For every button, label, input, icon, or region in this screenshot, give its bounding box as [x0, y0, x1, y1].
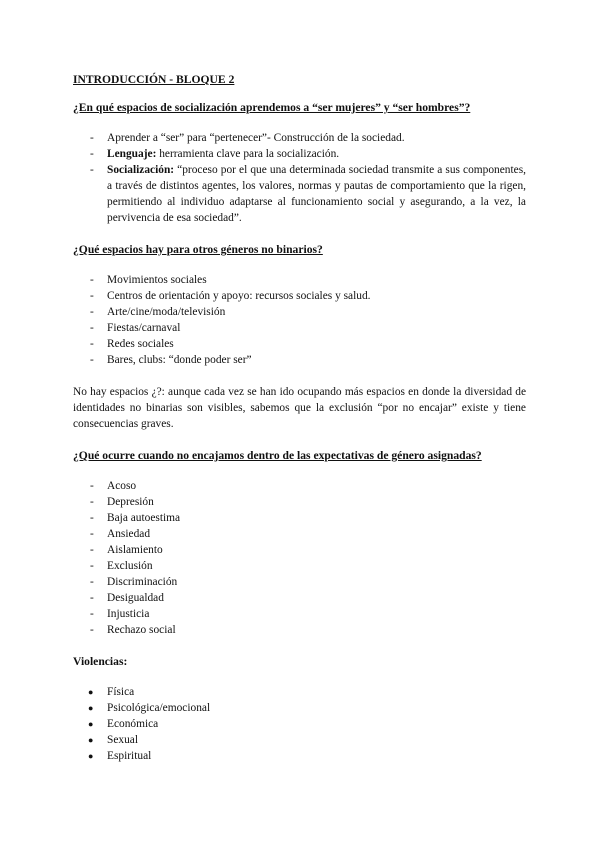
list-item-text: Ansiedad — [107, 528, 151, 540]
dash-marker: - — [90, 496, 94, 508]
list-item-text: Acoso — [107, 480, 137, 492]
list-item-text: Aislamiento — [107, 544, 163, 556]
list-item-text: Injusticia — [107, 608, 150, 620]
list-item-text: Fiestas/carnaval — [107, 322, 181, 334]
dash-marker: - — [90, 148, 94, 160]
list-item-text: Discriminación — [107, 576, 178, 588]
list-item — [73, 542, 526, 558]
section3-list — [73, 478, 526, 638]
list-item-text: Movimientos sociales — [107, 274, 207, 286]
list-item — [73, 526, 526, 542]
list-item — [73, 590, 526, 606]
dash-marker: - — [90, 274, 94, 286]
section4-heading: Violencias: — [73, 655, 128, 668]
list-item — [73, 494, 526, 510]
list-item-text: Desigualdad — [107, 592, 164, 604]
list-item — [73, 320, 526, 336]
bullet-icon: ● — [88, 703, 94, 713]
document-title: INTRODUCCIÓN - BLOQUE 2 — [73, 73, 235, 86]
list-item-text: Aprender a “ser” para “pertenecer”- Construcción de la sociedad. — [107, 132, 405, 144]
dash-marker: - — [90, 592, 94, 604]
list-item-text: Rechazo social — [107, 624, 176, 636]
list-item — [73, 304, 526, 320]
list-item-text: Arte/cine/moda/televisión — [107, 306, 226, 318]
list-item — [73, 700, 526, 716]
dash-marker: - — [90, 338, 94, 350]
list-item-text: Redes sociales — [107, 338, 174, 350]
list-item — [73, 352, 526, 368]
list-item — [73, 606, 526, 622]
list-item-text: Depresión — [107, 496, 154, 508]
dash-marker: - — [90, 576, 94, 588]
list-item-text: Psicológica/emocional — [107, 702, 211, 714]
list-item-text: Económica — [107, 718, 159, 730]
list-item — [73, 288, 526, 304]
dash-marker: - — [90, 624, 94, 636]
dash-marker: - — [90, 544, 94, 556]
dash-marker: - — [90, 512, 94, 524]
section1-question: ¿En qué espacios de socialización aprendemos a “ser mujeres” y “ser hombres”? — [73, 101, 471, 114]
dash-marker: - — [90, 322, 94, 334]
list-item — [73, 162, 526, 226]
list-item — [73, 272, 526, 288]
document-content — [73, 72, 526, 764]
list-item — [73, 748, 526, 764]
list-item-text: Física — [107, 686, 135, 698]
list-item — [73, 684, 526, 700]
bullet-icon: ● — [88, 687, 94, 697]
bullet-icon: ● — [88, 751, 94, 761]
list-item — [73, 130, 526, 146]
list-item — [73, 478, 526, 494]
section2-question: ¿Qué espacios hay para otros géneros no binarios? — [73, 243, 323, 256]
list-item-text: Sexual — [107, 734, 139, 746]
list-item-text: Bares, clubs: “donde poder ser” — [107, 354, 252, 366]
list-item — [73, 716, 526, 732]
list-item — [73, 510, 526, 526]
list-item-text: Socialización: “proceso por el que una determinada sociedad transmite a sus componentes, a través de distintos agentes, los valores, normas y pautas de comportamiento que la rigen, permitiendo al individuo adaptarse al funcionamiento social y asegurando, a la vez, la pervivencia de esa sociedad”. — [107, 164, 526, 224]
list-item — [73, 732, 526, 748]
list-item — [73, 622, 526, 638]
list-item — [73, 146, 526, 162]
list-item-text: Centros de orientación y apoyo: recursos sociales y salud. — [107, 290, 371, 302]
list-item-text: Espiritual — [107, 750, 152, 762]
section3-question: ¿Qué ocurre cuando no encajamos dentro de las expectativas de género asignadas? — [73, 449, 482, 462]
dash-marker: - — [90, 608, 94, 620]
list-item-text: Lenguaje: herramienta clave para la socialización. — [107, 148, 340, 160]
list-item — [73, 574, 526, 590]
list-item — [73, 336, 526, 352]
dash-marker: - — [90, 164, 94, 176]
bullet-icon: ● — [88, 719, 94, 729]
section2-paragraph: No hay espacios ¿?: aunque cada vez se han ido ocupando más espacios en donde la diversidad de identidades no binarias son visibles, sabemos que la exclusión “por no encajar” existe y tiene consecuencias graves. — [73, 386, 526, 430]
section1-list — [73, 130, 526, 226]
dash-marker: - — [90, 132, 94, 144]
dash-marker: - — [90, 354, 94, 366]
dash-marker: - — [90, 306, 94, 318]
bullet-icon: ● — [88, 735, 94, 745]
dash-marker: - — [90, 290, 94, 302]
list-item-text: Exclusión — [107, 560, 153, 572]
list-item — [73, 558, 526, 574]
dash-marker: - — [90, 480, 94, 492]
dash-marker: - — [90, 528, 94, 540]
dash-marker: - — [90, 560, 94, 572]
section2-list — [73, 272, 526, 368]
list-item-text: Baja autoestima — [107, 512, 181, 524]
section4-list — [73, 684, 526, 764]
